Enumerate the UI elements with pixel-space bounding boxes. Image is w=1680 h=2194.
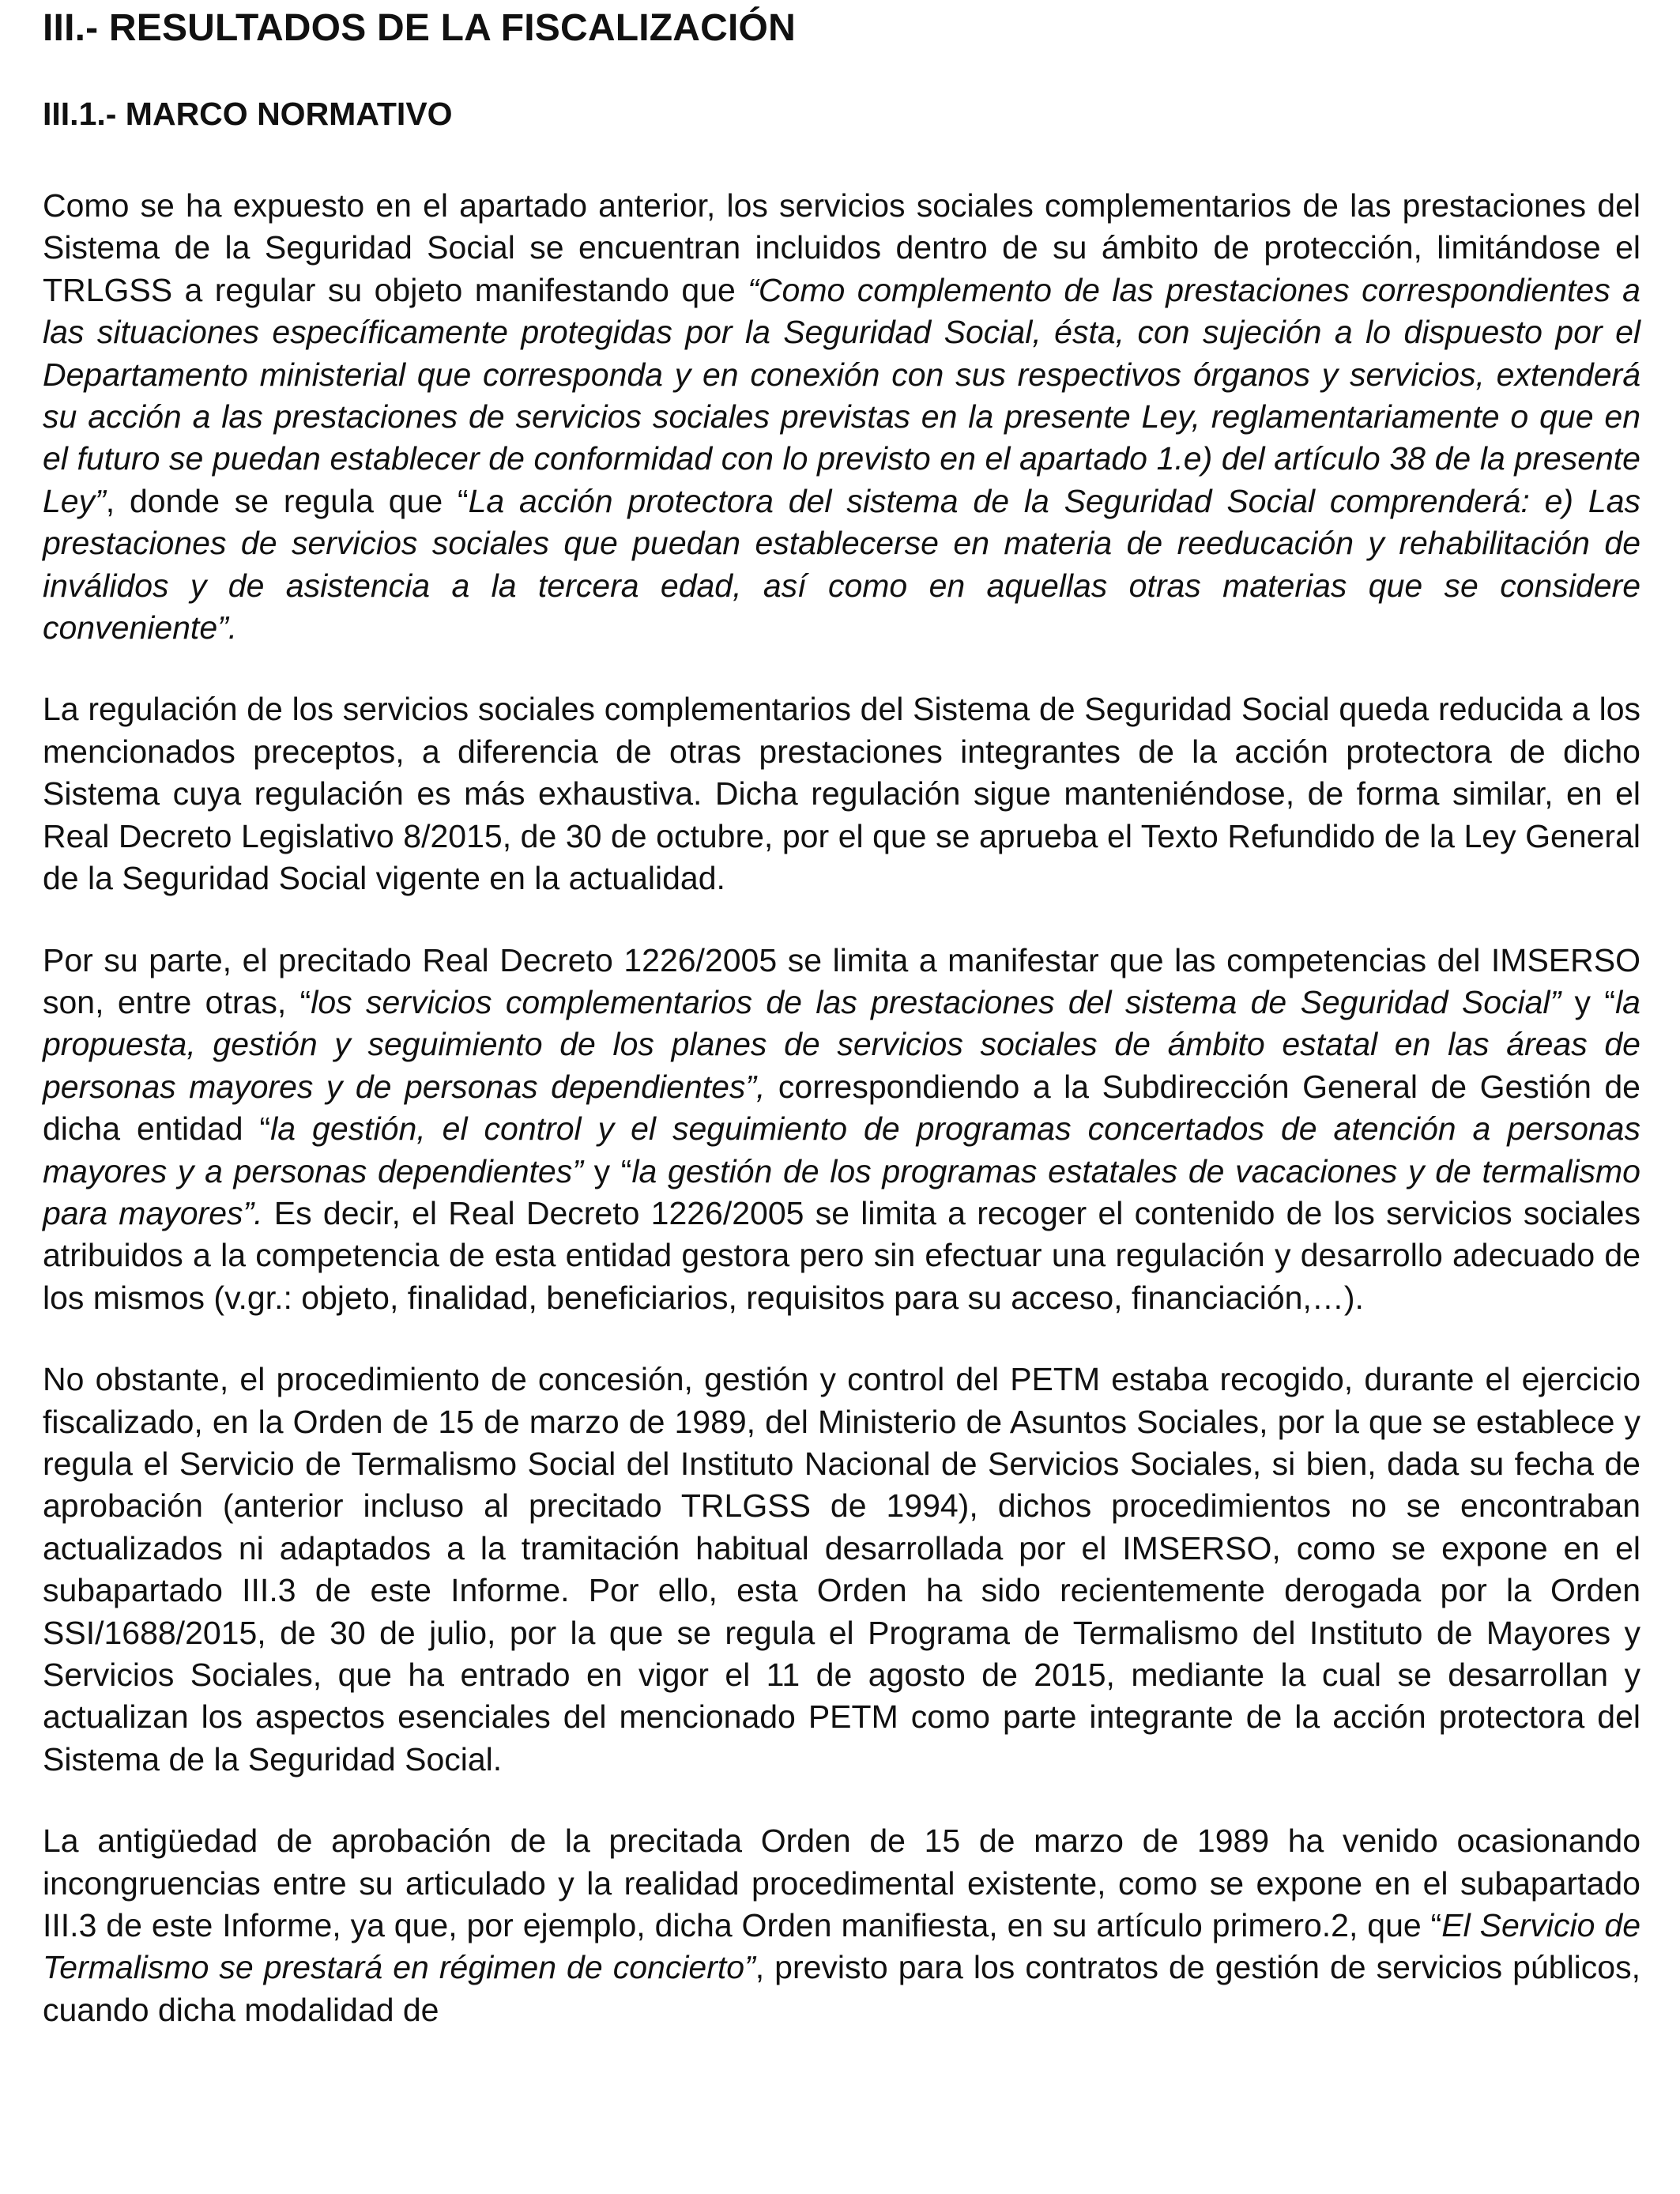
paragraph-3-quote-b: la propuesta, gestión y seguimiento de los planes de servicios sociales de ámbito estatal en las áreas de personas mayores y de personas dependientes”, (43, 983, 1640, 1105)
paragraph-3-text-c: correspondiendo a la Subdirección General de Gestión de dicha entidad “ (43, 1068, 1640, 1148)
paragraph-1-text-a: Como se ha expuesto en el apartado anterior, los servicios sociales complementarios de las prestaciones del Sistema de la Seguridad Social se encuentran incluidos dentro de su ámbito de protección, limitándose el TRLGSS a regular su objeto manifestando que (43, 187, 1640, 308)
paragraph-1-text-b: , donde se regula que “ (105, 482, 469, 519)
paragraph-4: No obstante, el procedimiento de concesión, gestión y control del PETM estaba recogido, durante el ejercicio fiscalizado, en la Orden de 15 de marzo de 1989, del Ministerio de Asuntos Sociales, por la que se establece y regula el Servicio de Termalismo Social del Instituto Nacional de Servicios Sociales, si bien, dada su fecha de aprobación (anterior incluso al precitado TRLGSS de 1994), dichos procedimientos no se encontraban actualizados ni adaptados a la tramitación habitual desarrollada por el IMSERSO, como se expone en el subapartado III.3 de este Informe. Por ello, esta Orden ha sido recientemente derogada por la Orden SSI/1688/2015, de 30 de julio, por la que se regula el Programa de Termalismo del Instituto de Mayores y Servicios Sociales, que ha entrado en vigor el 11 de agosto de 2015, mediante la cual se desarrollan y actualizan los aspectos esenciales del mencionado PETM como parte integrante de la acción protectora del Sistema de la Seguridad Social. (43, 1361, 1640, 1777)
paragraph-2: La regulación de los servicios sociales complementarios del Sistema de Seguridad Social queda reducida a los mencionados preceptos, a diferencia de otras prestaciones integrantes de la acción protectora de dicho Sistema cuya regulación es más exhaustiva. Dicha regulación sigue manteniéndose, de forma similar, en el Real Decreto Legislativo 8/2015, de 30 de octubre, por el que se aprueba el Texto Refundido de la Ley General de la Seguridad Social vigente en la actualidad. (43, 691, 1640, 897)
paragraph-3-quote-d: la gestión de los programas estatales de vacaciones y de termalismo para mayores”. (43, 1152, 1640, 1231)
document-page (43, 5, 1640, 2031)
paragraph-1-quote-a: “Como complemento de las prestaciones correspondientes a las situaciones específicamente protegidas por la Seguridad Social, ésta, con sujeción a lo dispuesto por el Departamento ministerial que corresponda y en conexión con sus respectivos órganos y servicios, extenderá su acción a las prestaciones de servicios sociales previstas en la presente Ley, reglamentariamente o que en el futuro se puedan establecer de conformidad con lo previsto en el apartado 1.e) del artículo 38 de la presente Ley” (43, 271, 1640, 519)
paragraph-5-text-a: La antigüedad de aprobación de la precitada Orden de 15 de marzo de 1989 ha venido ocasionando incongruencias entre su articulado y la realidad procedimental existente, como se expone en el subapartado III.3 de este Informe, ya que, por ejemplo, dicha Orden manifiesta, en su artículo primero.2, que “ (43, 1823, 1640, 1944)
paragraph-3-text-b: y “ (1561, 983, 1616, 1020)
paragraph-3-text-a: Por su parte, el precitado Real Decreto 1226/2005 se limita a manifestar que las competencias del IMSERSO son, entre otras, “ (43, 941, 1640, 1020)
paragraph-1-quote-b: La acción protectora del sistema de la Seguridad Social comprenderá: e) Las prestaciones de servicios sociales que puedan establecerse en materia de reeducación y rehabilitación de inválidos y de asistencia a la tercera edad, así como en aquellas otras materias que se considere conveniente”. (43, 482, 1640, 647)
paragraph-5-quote-a: El Servicio de Termalismo se prestará en régimen de concierto” (43, 1907, 1640, 1986)
subsection-title: III.1.- MARCO NORMATIVO (43, 96, 453, 132)
paragraph-5-text-b: , previsto para los contratos de gestión de servicios públicos, cuando dicha modalidad de (43, 1949, 1640, 2028)
paragraph-3 (43, 940, 1640, 1320)
paragraph-1 (43, 185, 1640, 649)
paragraph-5 (43, 1820, 1640, 2031)
paragraph-3-text-e: Es decir, el Real Decreto 1226/2005 se limita a recoger el contenido de los servicios sociales atribuidos a la competencia de esta entidad gestora pero sin efectuar una regulación y desarrollo adecuado de los mismos (v.gr.: objeto, finalidad, beneficiarios, requisitos para su acceso, financiación,…). (43, 1194, 1640, 1316)
paragraph-3-quote-a: los servicios complementarios de las prestaciones del sistema de Seguridad Social” (311, 983, 1561, 1020)
paragraph-3-text-d: y “ (582, 1152, 632, 1189)
section-title: III.- RESULTADOS DE LA FISCALIZACIÓN (43, 7, 796, 49)
paragraph-3-quote-c: la gestión, el control y el seguimiento de programas concertados de atención a personas mayores y a personas dependientes” (43, 1110, 1640, 1189)
